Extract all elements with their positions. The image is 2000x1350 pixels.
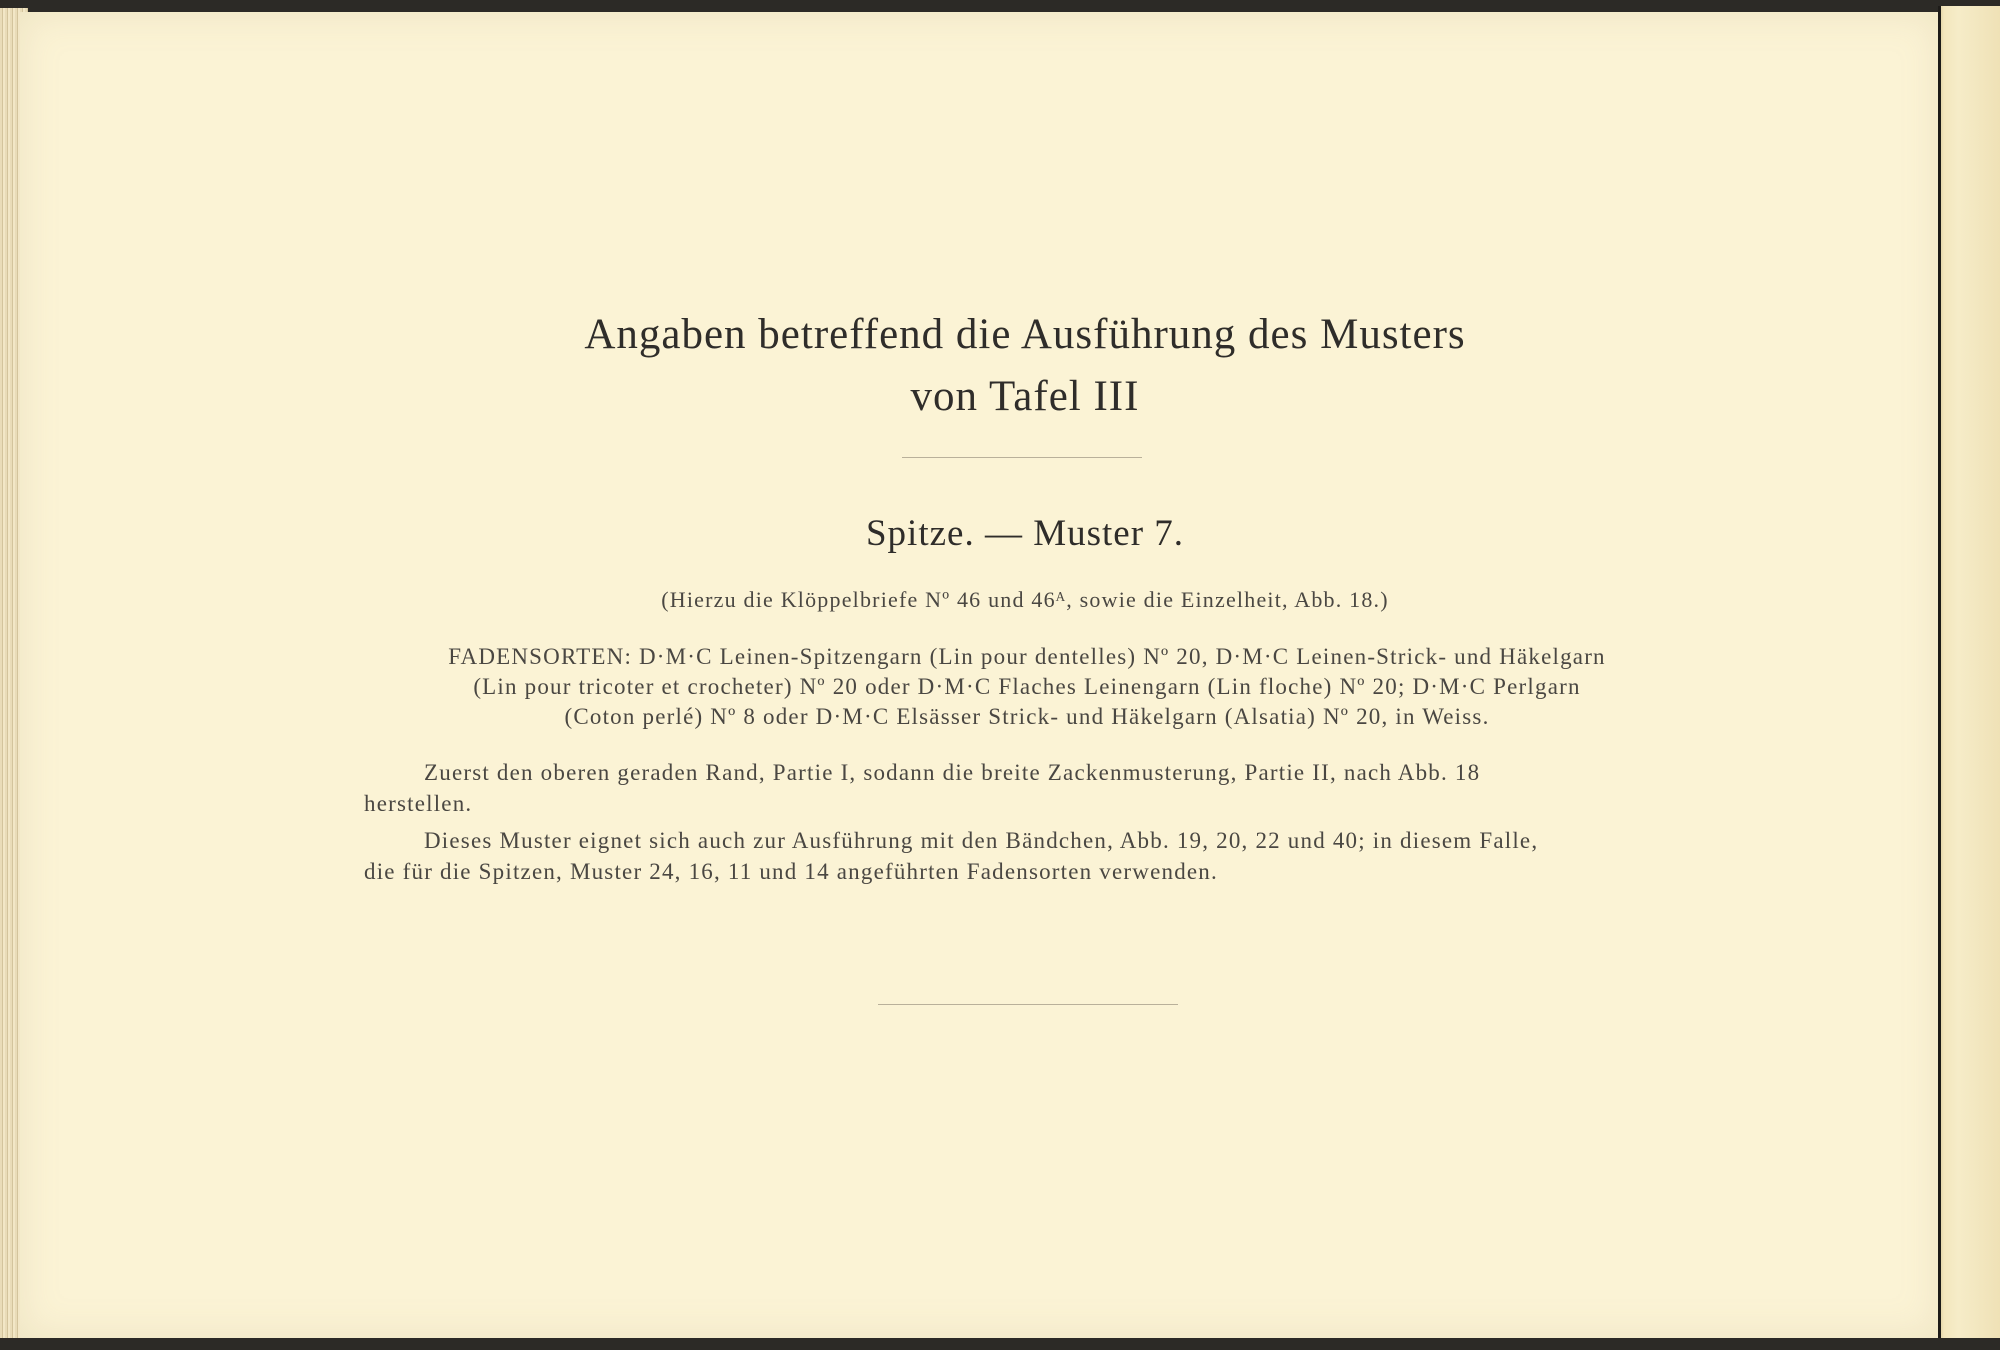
section-heading: Spitze. — Muster 7. [865, 513, 1185, 554]
thread-types-block [362, 642, 1692, 732]
reference-note: (Hierzu die Klöppelbriefe Nº 46 und 46ᴬ, sowie die Einzelheit, Abb. 18.) [661, 587, 1389, 612]
instruction-paragraph-2 [364, 825, 1686, 887]
closing-divider-rule [878, 1004, 1178, 1005]
paragraph-line: herstellen. [364, 791, 473, 816]
paragraph-line: Dieses Muster eignet sich auch zur Ausführung mit den Bändchen, Abb. 19, 20, 22 und 40; in diesem Falle, [424, 828, 1539, 853]
thread-types-line: FADENSORTEN: D·M·C Leinen-Spitzengarn (Lin pour dentelles) Nº 20, D·M·C Leinen-Strick- und Häkelgarn [448, 644, 1606, 669]
paragraph-line: Zuerst den oberen geraden Rand, Partie I, sodann die breite Zackenmusterung, Partie II, nach Abb. 18 [424, 760, 1481, 785]
paragraph-line: die für die Spitzen, Muster 24, 16, 11 und 14 angeführten Fadensorten verwenden. [364, 859, 1218, 884]
thread-types-line: (Lin pour tricoter et crocheter) Nº 20 oder D·M·C Flaches Leinengarn (Lin floche) Nº 20; D·M·C Perlgarn [473, 674, 1581, 699]
facing-page-edge [1938, 6, 2000, 1346]
book-gutter [1938, 6, 1941, 1346]
thread-types-line: (Coton perlé) Nº 8 oder D·M·C Elsässer Strick- und Häkelgarn (Alsatia) Nº 20, in Weiss. [564, 704, 1490, 729]
instruction-paragraph-1 [364, 757, 1686, 819]
page-title-line-1: Angaben betreffend die Ausführung des Musters [584, 311, 1466, 358]
title-divider-rule [902, 457, 1142, 458]
scan-bottom-edge [0, 1338, 2000, 1350]
page-title-line-2: von Tafel III [910, 373, 1140, 420]
